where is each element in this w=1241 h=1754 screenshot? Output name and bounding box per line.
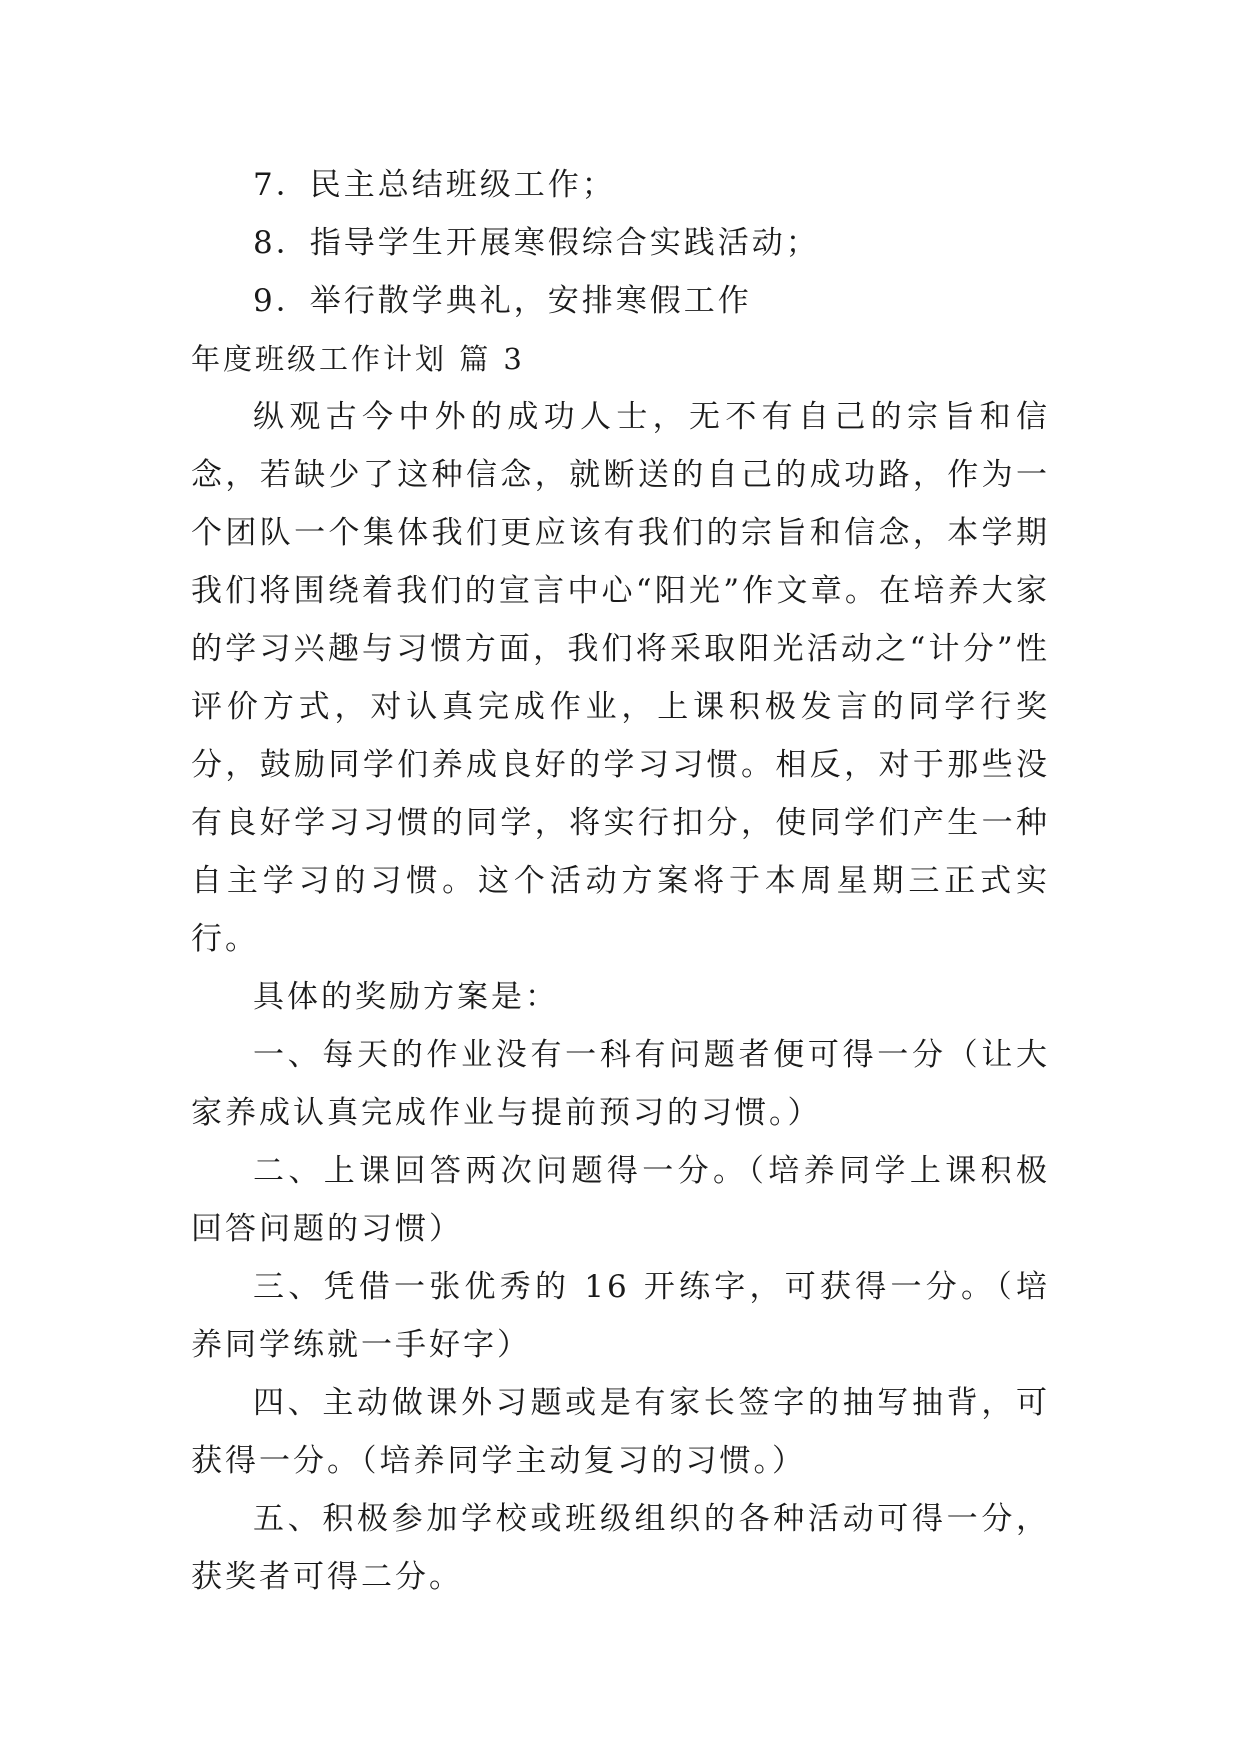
body-paragraph: 二、上课回答两次问题得一分。（培养同学上课积极回答问题的习惯） — [191, 1153, 1050, 1247]
body-paragraph: 四、主动做课外习题或是有家长签字的抽写抽背，可获得一分。（培养同学主动复习的习惯。） — [191, 1385, 1050, 1479]
document-body — [191, 156, 1050, 1606]
list-item: 9．举行散学典礼，安排寒假工作 — [253, 283, 752, 319]
body-paragraph: 具体的奖励方案是： — [253, 979, 559, 1015]
list-item: 7．民主总结班级工作； — [253, 167, 616, 203]
section-heading: 年度班级工作计划 篇 3 — [191, 342, 525, 376]
body-paragraph: 三、凭借一张优秀的 16 开练字，可获得一分。（培养同学练就一手好字） — [191, 1269, 1050, 1363]
body-paragraph: 纵观古今中外的成功人士，无不有自己的宗旨和信念，若缺少了这种信念，就断送的自己的成功路，作为一个团队一个集体我们更应该有我们的宗旨和信念，本学期我们将围绕着我们的宣言中心“阳光”作文章。在培养大家的学习兴趣与习惯方面，我们将采取阳光活动之“计分”性评价方式，对认真完成作业，上课积极发言的同学行奖分，鼓励同学们养成良好的学习习惯。相反，对于那些没有良好学习习惯的同学，将实行扣分，使同学们产生一种自主学习的习惯。这个活动方案将于本周星期三正式实行。 — [191, 399, 1050, 957]
list-item: 8．指导学生开展寒假综合实践活动； — [253, 225, 820, 261]
body-paragraph: 一、每天的作业没有一科有问题者便可得一分（让大家养成认真完成作业与提前预习的习惯。） — [191, 1037, 1050, 1131]
body-paragraph: 五、积极参加学校或班级组织的各种活动可得一分，获奖者可得二分。 — [191, 1501, 1050, 1595]
